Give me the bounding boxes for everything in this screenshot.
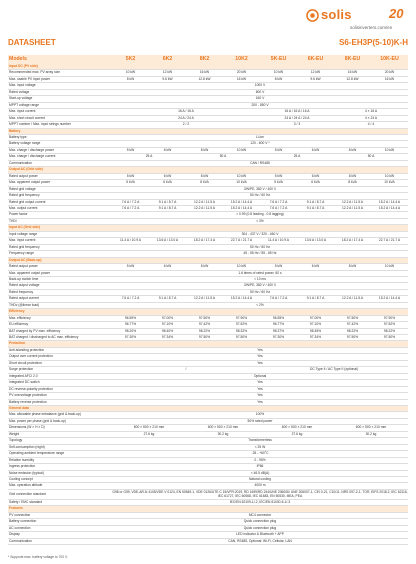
spec-value: 600 × 500 × 210 mm	[186, 425, 260, 431]
spec-value: 8 kVA	[186, 180, 223, 186]
brand-name: solis	[321, 7, 352, 22]
spec-value: 10 kW	[223, 147, 260, 153]
header-model-2: 8K2	[186, 55, 223, 64]
spec-value: 97.42%	[334, 322, 371, 328]
spec-value: 4 × 24 A	[334, 115, 408, 121]
spec-label: Weight	[8, 431, 112, 437]
spec-label: MPPT number / Max. input strings number	[8, 122, 112, 128]
spec-value: 30.2 kg	[186, 431, 260, 437]
spec-label: Rated frequency	[8, 289, 112, 295]
spec-value: 4 / 4	[334, 122, 408, 128]
spec-value: 7.6 A / 7.2 A	[112, 296, 149, 302]
header-models: Models	[8, 55, 112, 64]
spec-value: 6 kW	[149, 147, 186, 153]
spec-value: 97.10%	[297, 322, 334, 328]
spec-label: Max. input voltage	[8, 83, 112, 89]
spec-value: 8 kW	[334, 173, 371, 179]
spec-label: Max. output current	[8, 205, 112, 211]
spec-value: 4000 m	[112, 483, 408, 489]
spec-value: 97.50%	[334, 315, 371, 321]
spec-value: 10 kW	[223, 264, 260, 270]
spec-value: 98.22%	[334, 328, 371, 334]
spec-label: Rated grid frequency	[8, 193, 112, 199]
spec-value: 50 Hz / 60 Hz	[112, 244, 408, 250]
header-model-6: 8K-EU	[334, 55, 371, 64]
spec-value: 8 kW	[112, 76, 149, 82]
spec-label: Max. operation altitude	[8, 483, 112, 489]
spec-label: Output over current protection	[8, 354, 112, 360]
spec-value: 20 kW	[371, 70, 408, 76]
spec-label: Grid connection standard	[8, 489, 112, 499]
spec-value: 97.52%	[371, 322, 408, 328]
spec-value: 6 kW	[297, 173, 334, 179]
spec-value: 8 kW	[334, 147, 371, 153]
spec-value: 18.2 A / 17.4 A	[334, 238, 371, 244]
spec-label: DC reverse-polarity protection	[8, 386, 112, 392]
spec-value: Yes	[112, 354, 408, 360]
spec-value: 97.42%	[186, 322, 223, 328]
spec-value: Yes	[112, 347, 408, 353]
spec-value: 5 kW	[260, 173, 297, 179]
spec-value: 6 kVA	[297, 180, 334, 186]
spec-value: 8 kW	[186, 147, 223, 153]
spec-value: 50 Hz / 60 Hz	[112, 289, 408, 295]
spec-label: Communication	[8, 538, 112, 544]
spec-value: 30.2 kg	[334, 431, 408, 437]
spec-value: 2 / 2	[112, 122, 260, 128]
spec-value: 97.00%	[149, 315, 186, 321]
spec-label: Max. charge / discharge power	[8, 147, 112, 153]
spec-value: 9.1 A / 8.7 A	[297, 205, 334, 211]
spec-value: 11.4 A / 10.9 A	[260, 238, 297, 244]
spec-label: Max. apparent output power	[8, 270, 112, 276]
spec-value: 6 kW	[297, 147, 334, 153]
spec-label: Ingress protection	[8, 464, 112, 470]
spec-value: 9.6 kW	[297, 76, 334, 82]
spec-label: BAT charged / discharged to AC max. efficiency	[8, 335, 112, 341]
spec-label: Max. input current	[8, 238, 112, 244]
spec-value: CAN, RS485, Optional: Wi-Fi, Cellular, LAN	[112, 538, 408, 544]
spec-value: Li-ion	[112, 134, 408, 140]
spec-value: 97.50%	[371, 335, 408, 341]
spec-label: EU efficiency	[8, 322, 112, 328]
document-title: DATASHEET	[8, 38, 56, 47]
spec-value: 25 A	[260, 154, 334, 160]
spec-value: 12.2 A / 11.5 A	[334, 296, 371, 302]
spec-value: 15.2 A / 14.4 A	[223, 205, 260, 211]
spec-value: 27.6 kg	[112, 431, 186, 437]
spec-label: Rated grid output current	[8, 199, 112, 205]
spec-value: 5 kW	[260, 147, 297, 153]
spec-value: 97.50%	[186, 315, 223, 321]
spec-value: < 25 W	[112, 444, 408, 450]
spec-table-body	[8, 55, 408, 545]
spec-value: 1000 V	[112, 83, 408, 89]
spec-value: 97.90%	[223, 315, 260, 321]
spec-value: 10 kW	[112, 70, 149, 76]
spec-value: LED indicator & Bluetooth + APP	[112, 532, 408, 538]
spec-value: 98.40%	[149, 328, 186, 334]
spec-value: 16 A / 16 A	[112, 109, 260, 115]
spec-value: 5 kW	[260, 264, 297, 270]
spec-value: < 3%	[112, 218, 408, 224]
spec-value: Quick connection plug	[112, 519, 408, 525]
spec-label: Power factor	[8, 212, 112, 218]
spec-label: Surge protection	[8, 367, 112, 373]
spec-value: 16 kW	[223, 76, 260, 82]
section-title: Input DC (PV side)	[8, 64, 408, 70]
spec-value: 15.2 A / 14.4 A	[371, 199, 408, 205]
spec-label: Max. input current	[8, 109, 112, 115]
spec-value: 24 A / 24 A / 24 A	[260, 115, 334, 121]
spec-label: Self-consumption (night)	[8, 444, 112, 450]
spec-value: 600 V	[112, 89, 408, 95]
spec-value: 5 kW	[112, 147, 149, 153]
spec-label: THDv (@linear load)	[8, 302, 112, 308]
spec-label: Integrated DC switch	[8, 380, 112, 386]
spec-value: 98.37%	[260, 328, 297, 334]
website-link[interactable]: solisinverters.com/en	[350, 25, 393, 30]
spec-value: 27.6 kg	[260, 431, 334, 437]
spec-value: 5 kVA	[260, 180, 297, 186]
spec-label: Rated output power	[8, 173, 112, 179]
spec-value: 600 × 500 × 210 mm	[334, 425, 408, 431]
spec-value: 8 kW	[186, 264, 223, 270]
spec-value: DC Type II / AC Type II (optional)	[260, 367, 408, 373]
spec-value: 5 kW	[112, 173, 149, 179]
spec-value: 10 kVA	[371, 180, 408, 186]
spec-label: Relative humidity	[8, 457, 112, 463]
spec-value: 16 kW	[371, 76, 408, 82]
spec-value: 6 kW	[149, 173, 186, 179]
page-header	[0, 0, 416, 50]
spec-label: Rated voltage	[8, 89, 112, 95]
spec-label: Display	[8, 532, 112, 538]
spec-value: 100%	[112, 412, 408, 418]
spec-value: 96.77%	[260, 322, 297, 328]
spec-value: Yes	[112, 380, 408, 386]
spec-value: 97.90%	[371, 315, 408, 321]
header-model-0: 5K2	[112, 55, 149, 64]
spec-value: Natural cooling	[112, 477, 408, 483]
spec-value: 1.6 times of rated power, 60 s	[112, 270, 408, 276]
spec-value: Transformerless	[112, 438, 408, 444]
spec-value: 97.50%	[334, 335, 371, 341]
section-title: Output AC (Grid side)	[8, 167, 408, 173]
spec-value: 600 × 500 × 210 mm	[260, 425, 334, 431]
spec-value: 12.2 A / 11.5 A	[334, 199, 371, 205]
spec-value: 7.6 A / 7.2 A	[112, 199, 149, 205]
spec-value: 6 kW	[149, 264, 186, 270]
spec-label: Integrated AFCI 2.0	[8, 373, 112, 379]
spec-value: 22.7 A / 21.7 A	[223, 238, 260, 244]
spec-value: 15.2 A / 14.4 A	[371, 205, 408, 211]
spec-value: 12.2 A / 11.5 A	[334, 205, 371, 211]
spec-value: 96.59%	[112, 315, 149, 321]
spec-value: 600 × 500 × 210 mm	[112, 425, 186, 431]
spec-value: 97.34%	[149, 335, 186, 341]
anniversary-badge: 20	[389, 6, 404, 21]
spec-label: AC connection	[8, 525, 112, 531]
spec-label: Rated output voltage	[8, 283, 112, 289]
section-title: Protection	[8, 341, 408, 347]
spec-value: 97.50%	[223, 335, 260, 341]
spec-value: 22.7 A / 21.7 A	[371, 238, 408, 244]
spec-value: 7.6 A / 7.2 A	[112, 205, 149, 211]
spec-value: 8 kVA	[334, 180, 371, 186]
spec-value: 11.4 A / 10.9 A	[112, 238, 149, 244]
spec-label: Operating ambient temperature range	[8, 451, 112, 457]
spec-value: 25 A	[112, 154, 186, 160]
spec-value: 98.32%	[223, 328, 260, 334]
spec-label: Max. charge / discharge current	[8, 154, 112, 160]
spec-value: 7.6 A / 7.2 A	[260, 205, 297, 211]
spec-label: Cooling concept	[8, 477, 112, 483]
spec-value: 13.6 A / 13.0 A	[149, 238, 186, 244]
spec-value: 50 Hz / 60 Hz	[112, 193, 408, 199]
spec-value: 120 - 600 V *	[112, 141, 408, 147]
section-title: Input AC (Grid side)	[8, 225, 408, 231]
spec-value: 50 A	[334, 154, 408, 160]
spec-value: 16 kW	[334, 70, 371, 76]
table-header-row	[8, 55, 408, 64]
spec-value: 12.2 A / 11.5 A	[186, 199, 223, 205]
spec-label: Start-up voltage	[8, 96, 112, 102]
spec-value: 16 A / 16 A / 16 A	[260, 109, 334, 115]
spec-value: 97.34%	[297, 335, 334, 341]
spec-label: Safety / EMC standard	[8, 499, 112, 505]
spec-value: 7.6 A / 7.2 A	[260, 296, 297, 302]
spec-value: Optional	[112, 373, 408, 379]
spec-value: 9.1 A / 8.7 A	[297, 296, 334, 302]
spec-value: 5 kVA	[112, 180, 149, 186]
spec-value: 7.6 A / 7.2 A	[260, 199, 297, 205]
spec-value: 12.8 kW	[334, 76, 371, 82]
spec-value: 5 kW	[112, 264, 149, 270]
spec-label: Communication	[8, 160, 112, 166]
spec-label: Battery reverse protection	[8, 399, 112, 405]
spec-value: 45 - 55 Hz / 55 - 65 Hz	[112, 251, 408, 257]
spec-label: Topology	[8, 438, 112, 444]
spec-label: Noise emission (typical)	[8, 470, 112, 476]
spec-value: 10 kW	[371, 173, 408, 179]
section-title: Output AC (Back-up)	[8, 257, 408, 263]
spec-value: 9.1 A / 8.7 A	[149, 199, 186, 205]
header-model-5: 6K-EU	[297, 55, 334, 64]
spec-value: /	[112, 367, 260, 373]
solis-logo-icon	[306, 9, 319, 22]
spec-value: 13.6 A / 13.0 A	[297, 238, 334, 244]
spec-value: 12 kW	[297, 70, 334, 76]
spec-label: Max. apparent output power	[8, 180, 112, 186]
spec-value: CAN / RS485	[112, 160, 408, 166]
spec-value: 18.2 A / 17.4 A	[186, 238, 223, 244]
spec-label: Recommended max. PV array size	[8, 70, 112, 76]
spec-value: 16 kW	[186, 70, 223, 76]
spec-value: 98.20%	[112, 328, 149, 334]
header-model-4: 5K-EU	[260, 55, 297, 64]
spec-value: 98.22%	[186, 328, 223, 334]
spec-value: 0 - 95%	[112, 457, 408, 463]
spec-value: 50% rated power	[112, 418, 408, 424]
spec-value: 97.52%	[223, 322, 260, 328]
spec-value: IEC/EN 62109-1/-2, IEC/EN 61000-6-1/-3	[112, 499, 408, 505]
spec-value: 8 kW	[260, 76, 297, 82]
section-title: Features	[8, 506, 408, 512]
spec-value: 97.10%	[149, 322, 186, 328]
spec-label: Frequency range	[8, 251, 112, 257]
spec-label: PV overvoltage protection	[8, 393, 112, 399]
spec-value: -25 - +60°C	[112, 451, 408, 457]
spec-value: Yes	[112, 399, 408, 405]
spec-label: Back-up switch time	[8, 276, 112, 282]
spec-value: 8 kW	[186, 173, 223, 179]
spec-value: 9.1 A / 8.7 A	[297, 199, 334, 205]
spec-value: IP66	[112, 464, 408, 470]
header-model-7: 10K-EU	[371, 55, 408, 64]
spec-label: THDi	[8, 218, 112, 224]
spec-value: 24 A / 24 A	[112, 115, 260, 121]
spec-value: 10 kW	[223, 173, 260, 179]
spec-value: 15.2 A / 14.4 A	[223, 296, 260, 302]
header-model-1: 6K2	[149, 55, 186, 64]
spec-value: 97.00%	[297, 315, 334, 321]
spec-label: Battery type	[8, 134, 112, 140]
spec-label: Anti-islanding protection	[8, 347, 112, 353]
spec-value: 15.2 A / 14.4 A	[223, 199, 260, 205]
spec-table	[8, 55, 408, 545]
spec-value: 98.22%	[371, 328, 408, 334]
spec-value: 12.2 A / 11.5 A	[186, 205, 223, 211]
spec-value: 4 × 16 A	[334, 109, 408, 115]
spec-value: 3/N/PE, 380 V / 400 V	[112, 283, 408, 289]
spec-value: Yes	[112, 386, 408, 392]
spec-label: Max. short circuit current	[8, 115, 112, 121]
spec-label: Rated grid frequency	[8, 244, 112, 250]
spec-value: 98.45%	[297, 328, 334, 334]
spec-value: < 46.5 dB(A)	[112, 470, 408, 476]
spec-value: 6 kVA	[149, 180, 186, 186]
spec-value: 97.30%	[260, 335, 297, 341]
spec-label: Max. efficiency	[8, 315, 112, 321]
spec-value: > 0.99 (0.8 leading - 0.8 lagging)	[112, 212, 408, 218]
spec-value: Yes	[112, 393, 408, 399]
spec-value: 97.30%	[112, 335, 149, 341]
spec-value: 8 kW	[334, 264, 371, 270]
spec-label: Max. allowable phase imbalance (grid & back-up)	[8, 412, 112, 418]
spec-value: 12 kW	[149, 70, 186, 76]
spec-value: 3 / 3	[260, 122, 334, 128]
header-model-3: 10K2	[223, 55, 260, 64]
spec-value: 160 V	[112, 96, 408, 102]
spec-value: MC4 connector	[112, 512, 408, 518]
section-title: Efficiency	[8, 309, 408, 315]
spec-row	[8, 538, 408, 544]
spec-value: 6 kW	[297, 264, 334, 270]
spec-label: PV connection	[8, 512, 112, 518]
section-title: Battery	[8, 128, 408, 134]
spec-row	[8, 489, 408, 499]
spec-value: < 2%	[112, 302, 408, 308]
spec-label: Battery voltage range	[8, 141, 112, 147]
spec-value: Quick connection plug	[112, 525, 408, 531]
spec-value: 200 - 850 V	[112, 102, 408, 108]
spec-value: 96.55%	[260, 315, 297, 321]
spec-label: Short circuit protection	[8, 360, 112, 366]
spec-value: 9.6 kW	[149, 76, 186, 82]
spec-label: Max. power per phase (grid & back-up)	[8, 418, 112, 424]
spec-value: 10 kW	[260, 70, 297, 76]
spec-value: 9.1 A / 8.7 A	[149, 205, 186, 211]
spec-value: 10 kW	[371, 147, 408, 153]
footnote: * Supports max. battery voltage to 700 V.	[8, 555, 68, 559]
spec-value: 3/N/PE, 380 V / 400 V	[112, 186, 408, 192]
spec-label: Dimensions (W × H × D)	[8, 425, 112, 431]
spec-value: 9.1 A / 8.7 A	[149, 296, 186, 302]
spec-row	[8, 335, 408, 341]
spec-value: 50 A	[186, 154, 260, 160]
spec-value: Yes	[112, 360, 408, 366]
spec-label: Battery connection	[8, 519, 112, 525]
spec-label: Rated output power	[8, 264, 112, 270]
spec-value: 10 kW	[371, 264, 408, 270]
section-title: General data	[8, 406, 408, 412]
spec-value: 96.77%	[112, 322, 149, 328]
spec-value: 12.2 A / 11.5 A	[186, 296, 223, 302]
spec-label: Rated output current	[8, 296, 112, 302]
spec-value: G98 or G99, VDE-AR-N 4105/VDE V 0124, EN 50549-1, VDE 0126/UTE C 15/VFR:2019, RD 1699/RD 244/UNE 206006/ UNE 206007-1, CEI 0-21, C10/11, NRS 097-2-1, TOR, EIFS 2018.2, IEC 62116, IEC 61727, IEC 60068, IEC 61683, EN 50530, MEA, PEA	[112, 489, 408, 499]
spec-value: 20 kW	[223, 70, 260, 76]
spec-label: BAT charged by PV max. efficiency	[8, 328, 112, 334]
spec-value: 304 - 437 V / 320 - 460 V	[112, 231, 408, 237]
spec-value: < 10 ms	[112, 276, 408, 282]
model-title: S6-EH3P(5-10)K-H	[339, 38, 408, 47]
spec-label: Max. usable PV input power	[8, 76, 112, 82]
spec-value: 12.8 kW	[186, 76, 223, 82]
spec-label: MPPT voltage range	[8, 102, 112, 108]
spec-value: 15.2 A / 14.4 A	[371, 296, 408, 302]
spec-value: 10 kVA	[223, 180, 260, 186]
spec-label: Rated grid voltage	[8, 186, 112, 192]
spec-value: 97.50%	[186, 335, 223, 341]
spec-label: Input voltage range	[8, 231, 112, 237]
